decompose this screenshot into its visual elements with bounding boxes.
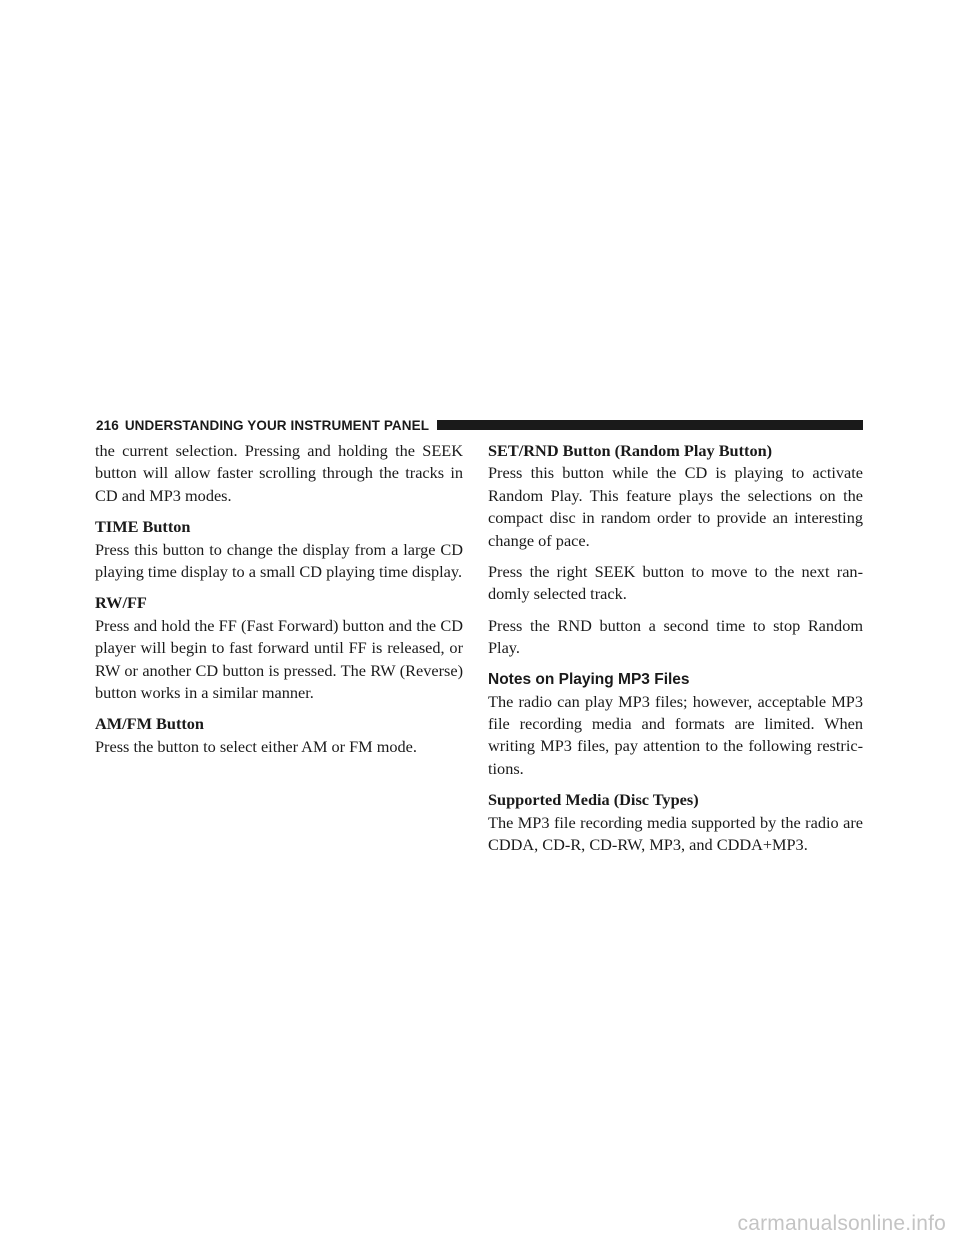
supported-media-heading: Supported Media (Disc Types)	[488, 790, 699, 810]
watermark: carmanualsonline.info	[737, 1212, 946, 1235]
rw-ff-body: Press and hold the FF (Fast Forward) button and the CD player will begin to fast forward until FF is released, or RW or another CD button is pressed. The RW (Reverse) button works in a similar manner.	[95, 615, 463, 703]
intro-paragraph: the current selection. Pressing and holding the SEEK button will allow faster scrolling through the tracks in CD and MP3 modes.	[95, 441, 463, 505]
set-rnd-button-body-3: Press the RND button a second time to stop Random Play.	[488, 615, 863, 658]
rw-ff-heading: RW/FF	[95, 593, 147, 613]
page-header	[96, 414, 863, 436]
header-rule	[437, 420, 863, 430]
mp3-notes-heading: Notes on Playing MP3 Files	[488, 670, 690, 688]
chapter-title: UNDERSTANDING YOUR INSTRUMENT PANEL	[124, 417, 430, 433]
time-button-heading: TIME Button	[95, 517, 191, 537]
set-rnd-button-body-2: Press the right SEEK button to move to the next ran- domly selected track.	[488, 562, 863, 604]
am-fm-button-heading: AM/FM Button	[95, 714, 204, 734]
mp3-notes-body: The radio can play MP3 files; however, acceptable MP3 file recording media and formats are limited. When writing MP3 files, pay attention to the following restric- tions.	[488, 691, 863, 778]
set-rnd-button-heading: SET/RND Button (Random Play Button)	[488, 441, 773, 460]
set-rnd-button-body: Press this button while the CD is playing to activate Random Play. This feature plays the selections on the compact disc in random order to provide an interesting change of pace.	[488, 463, 863, 550]
time-button-body: Press this button to change the display from a large CD playing time display to a small CD playing time display.	[95, 539, 463, 582]
am-fm-button-body: Press the button to select either AM or FM mode.	[95, 736, 417, 756]
page-number: 216	[96, 417, 119, 433]
right-column	[488, 440, 863, 866]
left-column	[95, 440, 463, 767]
supported-media-body: The MP3 file recording media supported by the radio are CDDA, CD-R, CD-RW, MP3, and CDDA+MP3.	[488, 812, 863, 855]
